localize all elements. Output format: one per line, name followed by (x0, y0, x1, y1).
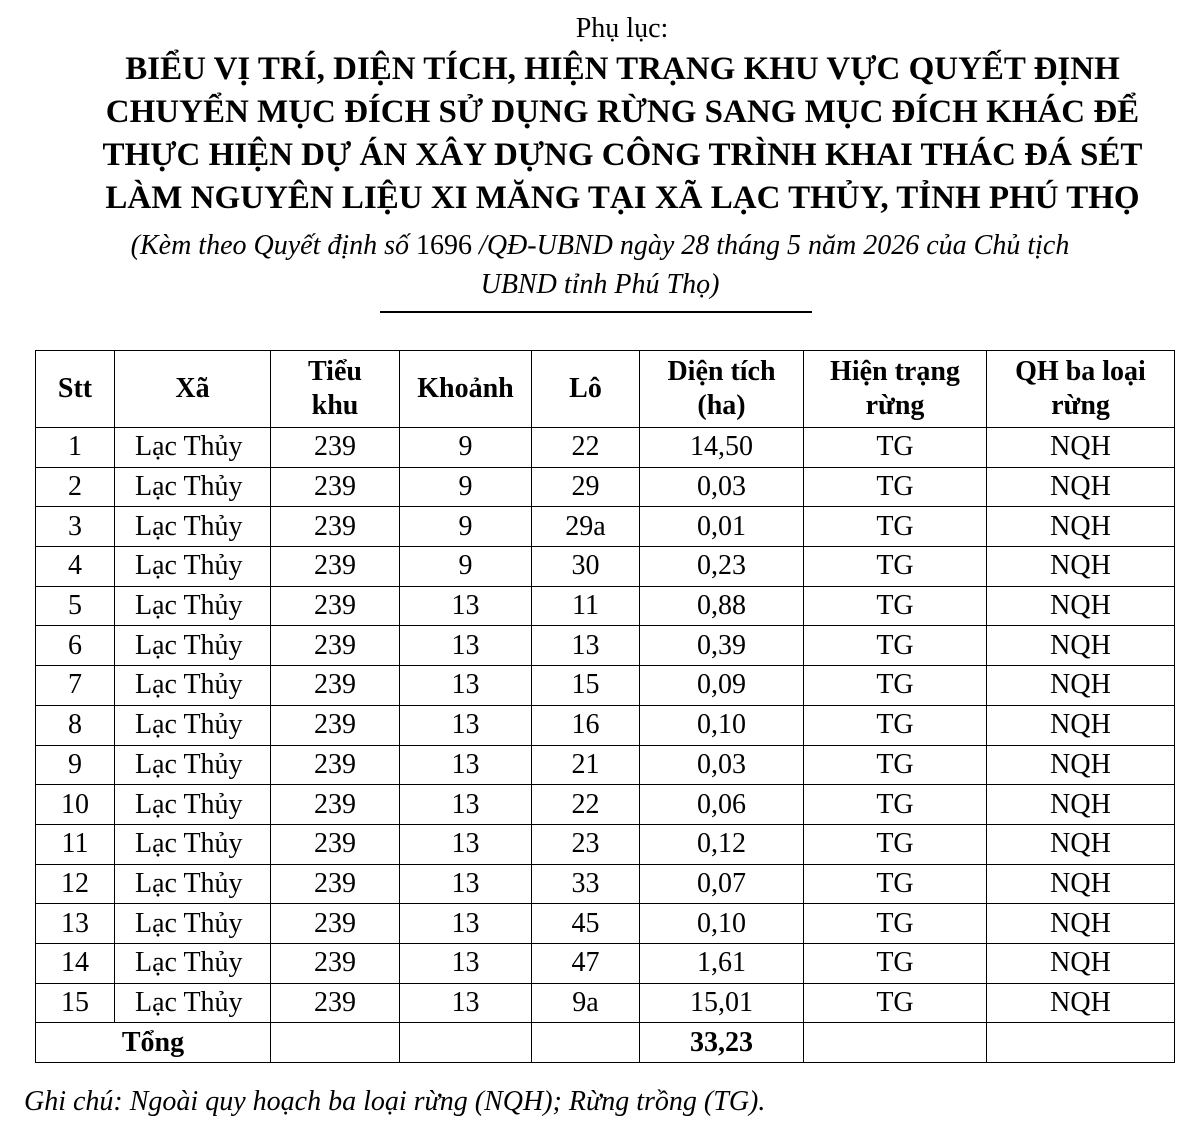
cell-khoanh: 9 (400, 547, 532, 587)
table-row (36, 745, 1175, 785)
cell-dien-tich: 14,50 (640, 428, 804, 468)
table-row (36, 626, 1175, 666)
table-row (36, 586, 1175, 626)
cell-qh: NQH (987, 705, 1175, 745)
footnote: Ghi chú: Ngoài quy hoạch ba loại rừng (NQH); Rừng trồng (TG). (24, 1086, 766, 1117)
cell-dien-tich: 15,01 (640, 983, 804, 1023)
cell-lo: 16 (532, 705, 640, 745)
decision-month: 5 (787, 230, 802, 261)
decision-number: 1696 (416, 230, 473, 261)
table-row (36, 507, 1175, 547)
cell-hien-trang: TG (804, 785, 987, 825)
cell-lo: 21 (532, 745, 640, 785)
decision-day: 28 (681, 230, 710, 261)
cell-stt: 9 (36, 745, 115, 785)
table-row (36, 428, 1175, 468)
cell-tieu-khu: 239 (271, 745, 400, 785)
total-empty-cell (987, 1023, 1175, 1063)
cell-xa: Lạc Thủy (115, 983, 271, 1023)
cell-hien-trang: TG (804, 824, 987, 864)
total-area: 33,23 (640, 1023, 804, 1063)
cell-hien-trang: TG (804, 428, 987, 468)
cell-tieu-khu: 239 (271, 864, 400, 904)
cell-tieu-khu: 239 (271, 586, 400, 626)
table-row (36, 785, 1175, 825)
cell-qh: NQH (987, 943, 1175, 983)
cell-xa: Lạc Thủy (115, 824, 271, 864)
cell-stt: 10 (36, 785, 115, 825)
cell-dien-tich: 0,10 (640, 904, 804, 944)
cell-khoanh: 13 (400, 666, 532, 706)
cell-dien-tich: 0,39 (640, 626, 804, 666)
cell-dien-tich: 0,09 (640, 666, 804, 706)
cell-hien-trang: TG (804, 626, 987, 666)
table-row (36, 943, 1175, 983)
cell-khoanh: 13 (400, 904, 532, 944)
table-row (36, 666, 1175, 706)
cell-stt: 13 (36, 904, 115, 944)
header-qh (987, 351, 1175, 428)
cell-qh: NQH (987, 983, 1175, 1023)
cell-dien-tich: 0,12 (640, 824, 804, 864)
cell-lo: 22 (532, 428, 640, 468)
cell-lo: 22 (532, 785, 640, 825)
cell-dien-tich: 0,88 (640, 586, 804, 626)
header-hien-trang (804, 351, 987, 428)
cell-khoanh: 13 (400, 705, 532, 745)
cell-lo: 29a (532, 507, 640, 547)
cell-khoanh: 13 (400, 785, 532, 825)
cell-tieu-khu: 239 (271, 943, 400, 983)
cell-qh: NQH (987, 904, 1175, 944)
cell-lo: 30 (532, 547, 640, 587)
cell-lo: 23 (532, 824, 640, 864)
decision-reference-line-2: UBND tỉnh Phú Thọ) (480, 269, 720, 300)
cell-qh: NQH (987, 626, 1175, 666)
header-stt: Stt (36, 351, 115, 428)
cell-stt: 2 (36, 467, 115, 507)
header-divider (380, 311, 812, 313)
cell-khoanh: 13 (400, 745, 532, 785)
header-dien-tich-line-1: Diện tích (667, 356, 776, 387)
total-empty-cell (400, 1023, 532, 1063)
cell-dien-tich: 0,01 (640, 507, 804, 547)
cell-khoanh: 13 (400, 626, 532, 666)
cell-xa: Lạc Thủy (115, 666, 271, 706)
cell-stt: 8 (36, 705, 115, 745)
cell-xa: Lạc Thủy (115, 467, 271, 507)
header-tieu-khu-line-2: khu (311, 390, 359, 421)
cell-lo: 47 (532, 943, 640, 983)
total-empty-cell (271, 1023, 400, 1063)
cell-dien-tich: 1,61 (640, 943, 804, 983)
cell-qh: NQH (987, 824, 1175, 864)
cell-dien-tich: 0,10 (640, 705, 804, 745)
cell-khoanh: 9 (400, 467, 532, 507)
appendix-label: Phụ lục: (575, 13, 669, 44)
cell-stt: 1 (36, 428, 115, 468)
cell-tieu-khu: 239 (271, 547, 400, 587)
total-label: Tổng (36, 1023, 271, 1063)
cell-stt: 11 (36, 824, 115, 864)
cell-khoanh: 13 (400, 586, 532, 626)
cell-khoanh: 13 (400, 864, 532, 904)
cell-stt: 15 (36, 983, 115, 1023)
cell-hien-trang: TG (804, 666, 987, 706)
header-qh-line-2: rừng (1051, 390, 1110, 421)
cell-tieu-khu: 239 (271, 666, 400, 706)
table-row (36, 824, 1175, 864)
cell-lo: 13 (532, 626, 640, 666)
cell-tieu-khu: 239 (271, 428, 400, 468)
decision-reference-line-1 (0, 226, 1200, 265)
cell-dien-tich: 0,06 (640, 785, 804, 825)
cell-khoanh: 13 (400, 943, 532, 983)
cell-lo: 9a (532, 983, 640, 1023)
decision-month-text: tháng (709, 230, 788, 261)
decision-number-suffix: /QĐ-UBND ngày (472, 230, 682, 261)
cell-qh: NQH (987, 666, 1175, 706)
cell-qh: NQH (987, 547, 1175, 587)
cell-tieu-khu: 239 (271, 785, 400, 825)
cell-xa: Lạc Thủy (115, 547, 271, 587)
total-empty-cell (532, 1023, 640, 1063)
cell-hien-trang: TG (804, 943, 987, 983)
table-row (36, 547, 1175, 587)
cell-stt: 6 (36, 626, 115, 666)
cell-stt: 12 (36, 864, 115, 904)
title-line: THỰC HIỆN DỰ ÁN XÂY DỰNG CÔNG TRÌNH KHAI THÁC ĐÁ SÉT (102, 137, 1143, 173)
cell-stt: 5 (36, 586, 115, 626)
cell-khoanh: 13 (400, 983, 532, 1023)
cell-dien-tich: 0,23 (640, 547, 804, 587)
table-row (36, 864, 1175, 904)
decision-reference (0, 226, 1200, 304)
forest-area-table (35, 350, 1175, 1063)
cell-xa: Lạc Thủy (115, 507, 271, 547)
cell-lo: 45 (532, 904, 640, 944)
cell-hien-trang: TG (804, 547, 987, 587)
cell-xa: Lạc Thủy (115, 864, 271, 904)
header-xa: Xã (115, 351, 271, 428)
cell-hien-trang: TG (804, 864, 987, 904)
cell-tieu-khu: 239 (271, 507, 400, 547)
cell-xa: Lạc Thủy (115, 943, 271, 983)
cell-stt: 4 (36, 547, 115, 587)
cell-xa: Lạc Thủy (115, 705, 271, 745)
cell-khoanh: 9 (400, 507, 532, 547)
cell-xa: Lạc Thủy (115, 904, 271, 944)
header-tieu-khu (271, 351, 400, 428)
cell-dien-tich: 0,07 (640, 864, 804, 904)
cell-tieu-khu: 239 (271, 824, 400, 864)
cell-tieu-khu: 239 (271, 904, 400, 944)
cell-hien-trang: TG (804, 705, 987, 745)
cell-xa: Lạc Thủy (115, 586, 271, 626)
cell-tieu-khu: 239 (271, 467, 400, 507)
header-dien-tich-line-2: (ha) (697, 390, 746, 421)
header-khoanh: Khoảnh (400, 351, 532, 428)
cell-hien-trang: TG (804, 745, 987, 785)
cell-dien-tich: 0,03 (640, 745, 804, 785)
header-tieu-khu-line-1: Tiểu (308, 356, 362, 387)
decision-prefix: (Kèm theo Quyết định số (130, 230, 417, 261)
title-line: BIỂU VỊ TRÍ, DIỆN TÍCH, HIỆN TRẠNG KHU VỰC QUYẾT ĐỊNH (125, 51, 1120, 87)
title-line: LÀM NGUYÊN LIỆU XI MĂNG TẠI XÃ LẠC THỦY, TỈNH PHÚ THỌ (105, 180, 1140, 216)
cell-xa: Lạc Thủy (115, 428, 271, 468)
cell-dien-tich: 0,03 (640, 467, 804, 507)
cell-stt: 3 (36, 507, 115, 547)
cell-qh: NQH (987, 428, 1175, 468)
table-header-row (36, 351, 1175, 428)
cell-hien-trang: TG (804, 467, 987, 507)
cell-tieu-khu: 239 (271, 983, 400, 1023)
header-lo: Lô (532, 351, 640, 428)
header-hien-trang-line-2: rừng (865, 390, 925, 421)
cell-lo: 33 (532, 864, 640, 904)
cell-hien-trang: TG (804, 507, 987, 547)
cell-qh: NQH (987, 586, 1175, 626)
cell-qh: NQH (987, 507, 1175, 547)
table-body (36, 428, 1175, 1023)
cell-khoanh: 13 (400, 824, 532, 864)
header-qh-line-1: QH ba loại (1015, 356, 1146, 387)
document-title (40, 48, 1200, 220)
cell-qh: NQH (987, 745, 1175, 785)
cell-tieu-khu: 239 (271, 705, 400, 745)
header-hien-trang-line-1: Hiện trạng (830, 356, 960, 387)
cell-stt: 7 (36, 666, 115, 706)
table-row (36, 467, 1175, 507)
title-line: CHUYỂN MỤC ĐÍCH SỬ DỤNG RỪNG SANG MỤC ĐÍCH KHÁC ĐỂ (105, 94, 1140, 130)
table-row (36, 904, 1175, 944)
cell-xa: Lạc Thủy (115, 626, 271, 666)
cell-stt: 14 (36, 943, 115, 983)
total-empty-cell (804, 1023, 987, 1063)
cell-khoanh: 9 (400, 428, 532, 468)
cell-lo: 29 (532, 467, 640, 507)
cell-xa: Lạc Thủy (115, 785, 271, 825)
cell-lo: 15 (532, 666, 640, 706)
cell-tieu-khu: 239 (271, 626, 400, 666)
cell-hien-trang: TG (804, 586, 987, 626)
cell-qh: NQH (987, 864, 1175, 904)
table-row (36, 983, 1175, 1023)
header-dien-tich (640, 351, 804, 428)
cell-xa: Lạc Thủy (115, 745, 271, 785)
cell-hien-trang: TG (804, 983, 987, 1023)
decision-year-text: năm 2026 của Chủ tịch (801, 230, 1070, 261)
total-row (36, 1023, 1175, 1063)
table-row (36, 705, 1175, 745)
cell-qh: NQH (987, 785, 1175, 825)
cell-hien-trang: TG (804, 904, 987, 944)
cell-qh: NQH (987, 467, 1175, 507)
cell-lo: 11 (532, 586, 640, 626)
